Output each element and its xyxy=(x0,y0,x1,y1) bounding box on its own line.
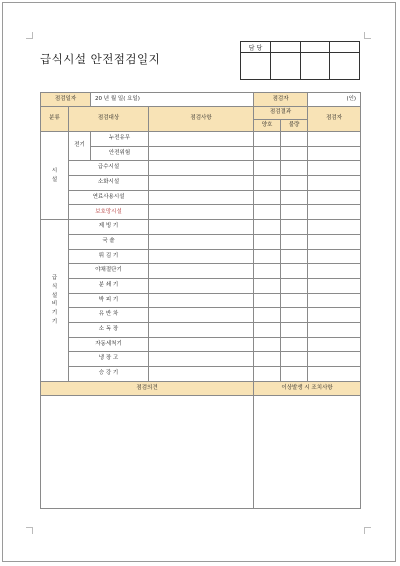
crop-mark-top-left xyxy=(26,32,33,39)
item-cell[interactable] xyxy=(149,264,254,279)
inspector-seal-field[interactable]: (인) xyxy=(308,93,361,107)
approval-box xyxy=(240,41,360,80)
target-name: 안전위험 xyxy=(91,146,149,161)
bad-cell[interactable] xyxy=(281,322,308,337)
good-cell[interactable] xyxy=(254,322,281,337)
item-cell[interactable] xyxy=(149,146,254,161)
group-facility: 시 설 xyxy=(41,132,69,220)
good-cell[interactable] xyxy=(254,264,281,279)
target-name: 야채절단기 xyxy=(69,264,149,279)
inspector-cell[interactable] xyxy=(308,161,361,176)
inspector-cell[interactable] xyxy=(308,220,361,235)
target-electric: 전기 xyxy=(69,132,91,161)
inspector-cell[interactable] xyxy=(308,249,361,264)
good-cell[interactable] xyxy=(254,352,281,367)
crop-mark-bottom-right xyxy=(364,527,371,534)
good-cell[interactable] xyxy=(254,293,281,308)
inspector-cell[interactable] xyxy=(308,234,361,249)
good-cell[interactable] xyxy=(254,132,281,147)
action-field[interactable] xyxy=(254,396,361,509)
bad-cell[interactable] xyxy=(281,176,308,191)
item-cell[interactable] xyxy=(149,161,254,176)
column-header-target: 점검대상 xyxy=(69,107,149,132)
target-name: 연료사용시설 xyxy=(69,190,149,205)
item-cell[interactable] xyxy=(149,293,254,308)
bad-cell[interactable] xyxy=(281,367,308,382)
target-name: 제 빙 기 xyxy=(69,220,149,235)
bad-cell[interactable] xyxy=(281,264,308,279)
item-cell[interactable] xyxy=(149,352,254,367)
inspector-cell[interactable] xyxy=(308,146,361,161)
bad-cell[interactable] xyxy=(281,249,308,264)
target-name: 자동세척기 xyxy=(69,337,149,352)
item-cell[interactable] xyxy=(149,337,254,352)
good-cell[interactable] xyxy=(254,220,281,235)
inspector-cell[interactable] xyxy=(308,352,361,367)
good-cell[interactable] xyxy=(254,308,281,323)
item-cell[interactable] xyxy=(149,132,254,147)
bad-cell[interactable] xyxy=(281,132,308,147)
good-cell[interactable] xyxy=(254,234,281,249)
inspector-cell[interactable] xyxy=(308,190,361,205)
good-cell[interactable] xyxy=(254,161,281,176)
target-name: 유 반 차 xyxy=(69,308,149,323)
target-name: 급수시설 xyxy=(69,161,149,176)
inspector-cell[interactable] xyxy=(308,264,361,279)
date-field[interactable]: 20 년 월 일( 요일) xyxy=(91,93,254,107)
column-header-category: 분류 xyxy=(41,107,69,132)
approval-sign-cell[interactable] xyxy=(241,53,271,80)
opinion-field[interactable] xyxy=(41,396,254,509)
target-name: 냉 장 고 xyxy=(69,352,149,367)
bad-cell[interactable] xyxy=(281,337,308,352)
target-name: 누전유무 xyxy=(91,132,149,147)
item-cell[interactable] xyxy=(149,205,254,220)
inspector-cell[interactable] xyxy=(308,293,361,308)
column-header-inspector: 점검자 xyxy=(308,107,361,132)
item-cell[interactable] xyxy=(149,249,254,264)
inspector-cell[interactable] xyxy=(308,322,361,337)
inspector-cell[interactable] xyxy=(308,308,361,323)
bad-cell[interactable] xyxy=(281,234,308,249)
crop-mark-top-right xyxy=(364,32,371,39)
bad-cell[interactable] xyxy=(281,146,308,161)
group-equipment: 급 식 설 비 기 기 xyxy=(41,220,69,382)
good-cell[interactable] xyxy=(254,249,281,264)
inspector-cell[interactable] xyxy=(308,132,361,147)
action-header: 이상발생 시 조치사항 xyxy=(254,381,361,396)
inspector-cell[interactable] xyxy=(308,367,361,382)
column-header-result: 점검결과 xyxy=(254,107,308,120)
target-name: 소화시설 xyxy=(69,176,149,191)
good-cell[interactable] xyxy=(254,278,281,293)
column-header-bad: 불량 xyxy=(281,120,308,132)
target-name: 소 독 장 xyxy=(69,322,149,337)
target-name: 승 강 기 xyxy=(69,367,149,382)
good-cell[interactable] xyxy=(254,337,281,352)
item-cell[interactable] xyxy=(149,322,254,337)
inspector-label: 점검자 xyxy=(254,93,308,107)
bad-cell[interactable] xyxy=(281,190,308,205)
approval-header-cell xyxy=(300,42,330,53)
approval-header-cell xyxy=(271,42,301,53)
item-cell[interactable] xyxy=(149,308,254,323)
inspector-cell[interactable] xyxy=(308,176,361,191)
document-title: 급식시설 안전점검일지 xyxy=(40,52,161,66)
approval-sign-cell[interactable] xyxy=(330,53,360,80)
item-cell[interactable] xyxy=(149,220,254,235)
bad-cell[interactable] xyxy=(281,205,308,220)
bad-cell[interactable] xyxy=(281,293,308,308)
opinion-header: 점검의견 xyxy=(41,381,254,396)
inspector-cell[interactable] xyxy=(308,205,361,220)
good-cell[interactable] xyxy=(254,205,281,220)
bad-cell[interactable] xyxy=(281,308,308,323)
inspection-table xyxy=(40,92,361,509)
approval-label: 담 당 xyxy=(241,42,271,53)
bad-cell[interactable] xyxy=(281,278,308,293)
item-cell[interactable] xyxy=(149,278,254,293)
target-name: 튀 김 기 xyxy=(69,249,149,264)
item-cell[interactable] xyxy=(149,176,254,191)
bad-cell[interactable] xyxy=(281,220,308,235)
column-header-good: 양호 xyxy=(254,120,281,132)
approval-header-cell xyxy=(330,42,360,53)
item-cell[interactable] xyxy=(149,234,254,249)
target-name: 보호망시설 xyxy=(69,205,149,220)
approval-sign-cell[interactable] xyxy=(300,53,330,80)
item-cell[interactable] xyxy=(149,190,254,205)
bad-cell[interactable] xyxy=(281,161,308,176)
inspector-cell[interactable] xyxy=(308,278,361,293)
good-cell[interactable] xyxy=(254,146,281,161)
good-cell[interactable] xyxy=(254,367,281,382)
target-name: 국 솥 xyxy=(69,234,149,249)
column-header-item: 점검사항 xyxy=(149,107,254,132)
item-cell[interactable] xyxy=(149,367,254,382)
approval-sign-cell[interactable] xyxy=(271,53,301,80)
target-name: 박 피 기 xyxy=(69,293,149,308)
good-cell[interactable] xyxy=(254,176,281,191)
bad-cell[interactable] xyxy=(281,352,308,367)
date-label: 점검일자 xyxy=(41,93,91,107)
inspector-cell[interactable] xyxy=(308,337,361,352)
crop-mark-bottom-left xyxy=(26,527,33,534)
good-cell[interactable] xyxy=(254,190,281,205)
target-name: 분 쇄 기 xyxy=(69,278,149,293)
